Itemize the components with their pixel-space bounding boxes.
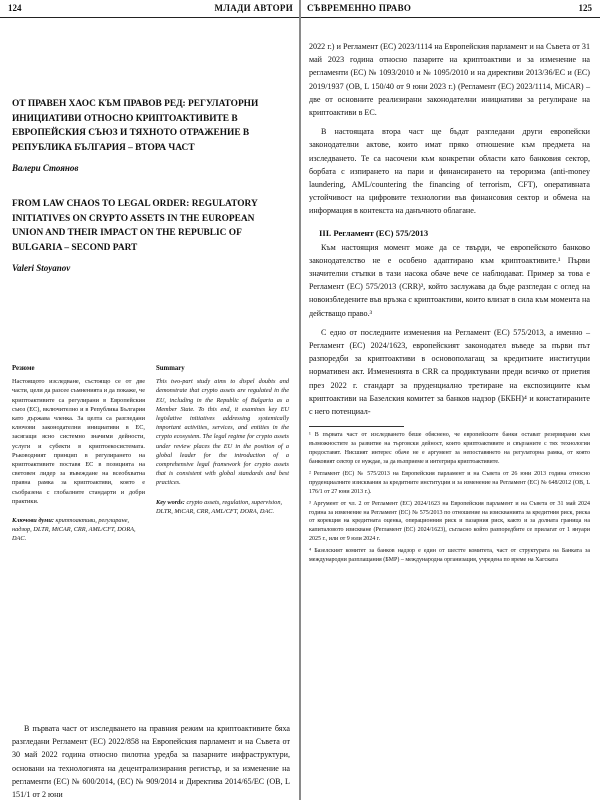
abstract-bg: [12, 364, 145, 544]
right-running-head: СЪВРЕМЕННО ПРАВО: [307, 3, 412, 13]
keywords-bg-list: криптоактиви, регулиране, надзор, DLTR, MiCAR, CRR, AML/CFT, DORA, DAC.: [12, 517, 136, 543]
abstract-bg-heading: Резюме: [12, 365, 35, 372]
right-page-header: [301, 0, 600, 18]
author-name-en: Valeri Stoyanov: [12, 263, 71, 273]
keywords-bg-label: Ключови думи:: [12, 517, 54, 525]
keywords-en-list: crypto assets, regulation, supervision, DLTR, MiCAR, CRR, AML/CFT, DORA, DAC.: [156, 498, 283, 515]
body-paragraph-2: В настоящата втора част ще бъдат разгледани други европейски законодателни актове, които имат пряко отношение към предмета на изследването. Те са насочени към конкретни области като банковия сектор, борбата с изпирането на пари и финансирането на тероризма (anti-money laundering, AML/countering the financing of terrorism, CFT), оперативната устойчивост на цифровите технологии във финансовия сектор и обмена на информация в контекста на данъчното облагане.: [309, 127, 590, 216]
article-title-en: FROM LAW CHAOS TO LEGAL ORDER: REGULATORY INITIATIVES ON CRYPTO ASSETS IN THE EUROPEAN UNION AND THEIR IMPACT ON THE REPUBLIC OF BULGARIA – SECOND PART: [12, 199, 258, 253]
body-paragraph-3: Към настоящия момент може да се твърди, че европейското банково законодателство не е особено адаптирано към криптоактивите.¹ Първи значителни стъпки в тази насока обаче вече се наблюдават. Пример за това е Регламент (ЕС) 575/2013 (CRR)², който заслужава да бъде разгледан с оглед на новоизбледените във връзка с криптоактиви, които влизат в сила към момента на действащо право.³: [309, 242, 590, 318]
right-page: [301, 0, 600, 800]
abstract-en-text: This two-part study aims to dispel doubts and demonstrate that crypto assets are regulated in the EU, including in the Republic of Bulgaria as a Member State. To this end, it examines key EU legislative initiatives addressing systemically important activities, services, and entities in the crypto ecosystem. The legal regime for crypto assets under review places the EU in the position of a global leader for the introduction of a comprehensive legal framework for crypto assets that is consistent with global standards and best practices.: [156, 378, 289, 487]
abstracts: [12, 364, 290, 660]
keywords-en-label: Key words:: [156, 498, 185, 506]
left-page-number: 124: [8, 3, 22, 13]
abstract-bg-text: Настоящото изследване, състоящо се от две части, цели да разсее съмненията и да покаже, че криптоактивите са регулирани в Европейския съюз (ЕС), включително и в Република България като държава членка. За целта са разгледани ключови законодателни инициативи в ЕС, засягащи ясно системно значими дейности, услуги и субекти в криптоекосистемата. Ръководният принцип в регулирането на криптоактивите поставя ЕС в позицията на световен лидер за въвеждане на всеобхватна правна рамка за криптоактиви, която е съобразена с глобалните стандарти и добри практики.: [12, 378, 145, 505]
footnote-1: ¹ В първата част от изследването беше обяснено, че европейските банки остават резервирани към възможностите за развитие на търговски дейност, които криптоактивите и свързаните с тях технологии предоставят. Нисшият интерес обаче не е аргумент за непоставянето на регулаторна рамка, от която банковият сектор се нуждае, за да възприеме и интегрира криптоактивите.: [309, 432, 590, 465]
abstract-en: [156, 364, 289, 516]
footnote-2: ² Регламент (ЕС) № 575/2013 на Европейския парламент и на Съвета от 26 юни 2013 година относно пруденциалните изисквания за кредитните институции и за изменение на Регламент (ЕС) № 648/2012 (OB, L 176/1 от 27 юни 2013 г.).: [309, 470, 590, 495]
right-page-content: [301, 40, 600, 565]
english-title-block: [0, 197, 299, 273]
body-paragraph-4: С едно от последните изменения на Регламент (ЕС) 575/2013, а именно – Регламент (ЕС) 2024/1623, европейският законодател въведе за първи път разпоредби за криптоактиви в основополагащ за кредитните институции нормативен акт. Измененията в CRR са продиктувани преди всичко от приетия през 2022 г. стандарт за пруденциално третиране на експозициите към криптоактиви на Базелския комитет за банков надзор (БКБН)⁴ и констатираните с него потенциал-: [309, 327, 590, 417]
body-paragraph-1: 2022 г.) и Регламент (ЕС) 2023/1114 на Европейския парламент и на Съвета от 31 май 2023 година относно пазарите на криптоактиви и за изменение на регламенти (ЕС) № 1093/2010 и № 1095/2010 и на директиви 2013/36/ЕС и (ЕС) 2019/1937 (OB, L 150/40 от 9 юни 2023 г.) (Регламент (ЕС) 2023/1114, MiCAR) – две от основните реализирани законодателни инициативи за регулиране на криптоактиви в ЕС.: [309, 42, 590, 118]
footnote-3: ³ Аргумент от чл. 2 от Регламент (ЕС) 2024/1623 на Европейския парламент и на Съвета от 31 май 2024 година за изменение на Регламент (ЕС) № 575/2013 по отношение на изискванията за кредитния риск, риска от корекция на кредитната оценка, операционния риск и пазарния риск, както и за долната граница на капиталовото изискване (Регламент (ЕС) 2024/1623), съгласно който разпоредбите се прилагат от 1 януари 2025 г., или от 9 юли 2024 г.: [309, 500, 590, 543]
author-name-bg: Валери Стоянов: [12, 163, 79, 173]
keywords-en: [156, 498, 289, 516]
left-running-head: МЛАДИ АВТОРИ: [214, 3, 293, 13]
left-page: [0, 0, 299, 800]
section-heading: III. Регламент (ЕС) 575/2013: [319, 227, 429, 238]
abstract-en-heading: Summary: [156, 365, 185, 372]
bulgarian-title-block: [0, 97, 299, 173]
keywords-bg: [12, 516, 145, 544]
article-title-bg: ОТ ПРАВЕН ХАОС КЪМ ПРАВОВ РЕД: РЕГУЛАТОРНИ ИНИЦИАТИВИ ОТНОСНО КРИПТОАКТИВИТЕ В ЕВРОПЕЙСКИЯ СЪЮЗ И ТЯХНОТО ОТРАЖЕНИЕ В РЕПУБЛИКА БЪЛГАРИЯ – ВТОРА ЧАСТ: [12, 99, 259, 153]
left-page-header: [0, 0, 299, 18]
footnote-4: ⁴ Базелският комитет за банков надзор е един от шестте комитета, част от структурата на Банката за международни разплащания (БМР) – международна организация, учредена по време на Хагската: [309, 548, 590, 564]
right-page-number: 125: [578, 3, 592, 13]
body-paragraph-start: В първата част от изследването на правния режим на криптоактивите бяха разгледани Регламент (ЕС) 2022/858 на Европейския парламент и на Съвета от 30 май 2022 година относно пилотна уредба за пазарните инфраструктури, основани на технологията на децентрализирания регистър, и за изменение на регламенти (ЕС) № 600/2014, (ЕС) № 909/2014 и Директива 2014/65/ЕС (OB, L 151/1 от 2 юни: [12, 724, 290, 800]
footnote-separator: [309, 426, 404, 427]
